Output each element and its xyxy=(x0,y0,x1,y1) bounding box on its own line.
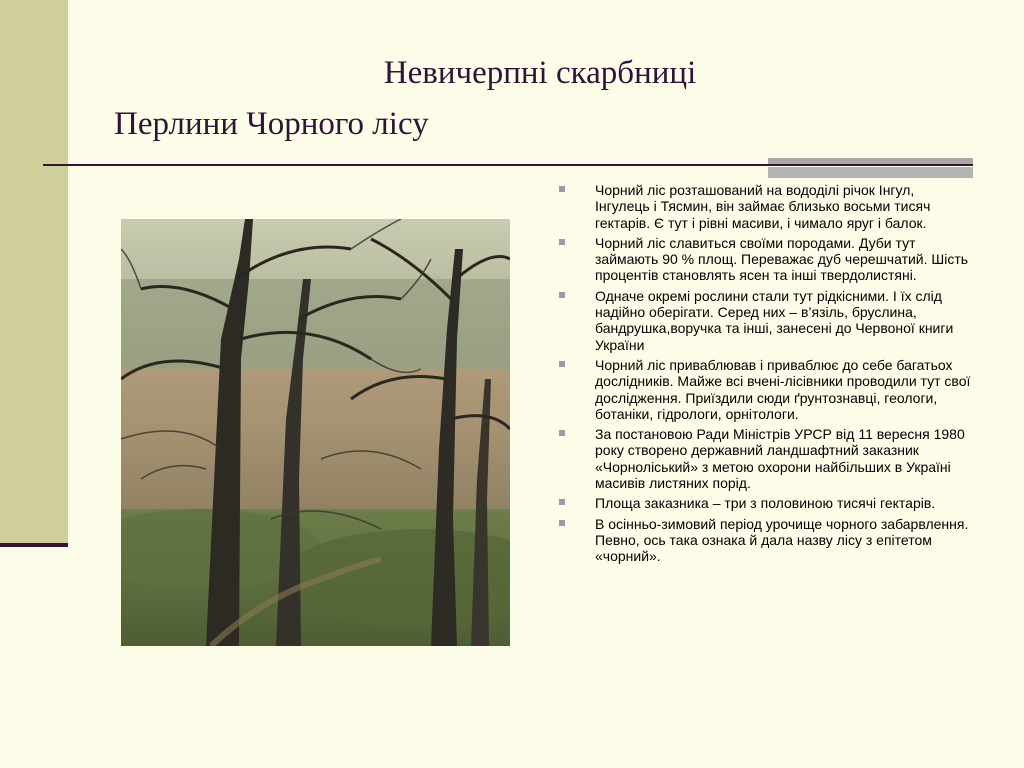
bullet-text: Чорний ліс славиться своїми породами. Дуби тут займають 90 % площ. Переважає дуб черешчатий. Шість процентів становлять ясен та інші твердолистяні. xyxy=(595,234,969,284)
square-bullet-icon xyxy=(559,520,565,526)
square-bullet-icon xyxy=(559,186,565,192)
bullet-text: Одначе окремі рослини стали тут рідкісними. І їх слід надійно оберігати. Серед них – в’язіль, бруслина, бандрушка,воручка та інші, занесені до Червоної книги України xyxy=(595,287,954,353)
left-decor-line xyxy=(0,543,68,547)
bullet-text: Чорний ліс приваблював і приваблює до себе багатьох дослідників. Майже всі вчені-лісівники проводили тут свої дослідження. Приїздили сюди ґрунтознавці, геологи, ботаніки, гідрологи, орнітологи. xyxy=(595,356,971,422)
bullet-item xyxy=(556,426,971,491)
square-bullet-icon xyxy=(559,361,565,367)
bullet-item xyxy=(556,357,971,422)
bullet-text: Чорний ліс розташований на вододілі річок Інгул, Інгулець і Тясмин, він займає близько восьми тисяч гектарів. Є тут і рівні масиви, і чимало яруг і балок. xyxy=(595,182,931,231)
title-divider xyxy=(43,164,973,166)
bullet-text: В осінньо-зимовий період урочище чорного забарвлення. Певно, ось така ознака й дала назву лісу з епітетом «чорний». xyxy=(595,515,969,565)
bullet-text: За постановою Ради Міністрів УРСР від 11 вересня 1980 року створено державний ландшафтний заказник «Чорнолiський» з метою охорони найбільших в Україні масивів листяних порід. xyxy=(595,426,965,492)
bullet-item xyxy=(556,288,971,353)
divider-gray-bar-bottom xyxy=(768,167,973,178)
square-bullet-icon xyxy=(559,292,565,298)
forest-photo xyxy=(121,219,510,646)
slide-title-line-2: Перлини Чорного лісу xyxy=(114,106,429,142)
divider-gray-bar-top xyxy=(768,158,973,164)
bullet-list xyxy=(556,182,971,569)
square-bullet-icon xyxy=(559,430,565,436)
square-bullet-icon xyxy=(559,239,565,245)
bullet-text: Площа заказника – три з половиною тисячі гектарів. xyxy=(595,495,936,512)
bullet-item xyxy=(556,235,971,284)
slide-title-line-1: Невичерпні скарбниці xyxy=(383,55,697,91)
bullet-item xyxy=(556,516,971,565)
bullet-item xyxy=(556,182,971,231)
square-bullet-icon xyxy=(559,499,565,505)
bullet-item xyxy=(556,495,971,511)
